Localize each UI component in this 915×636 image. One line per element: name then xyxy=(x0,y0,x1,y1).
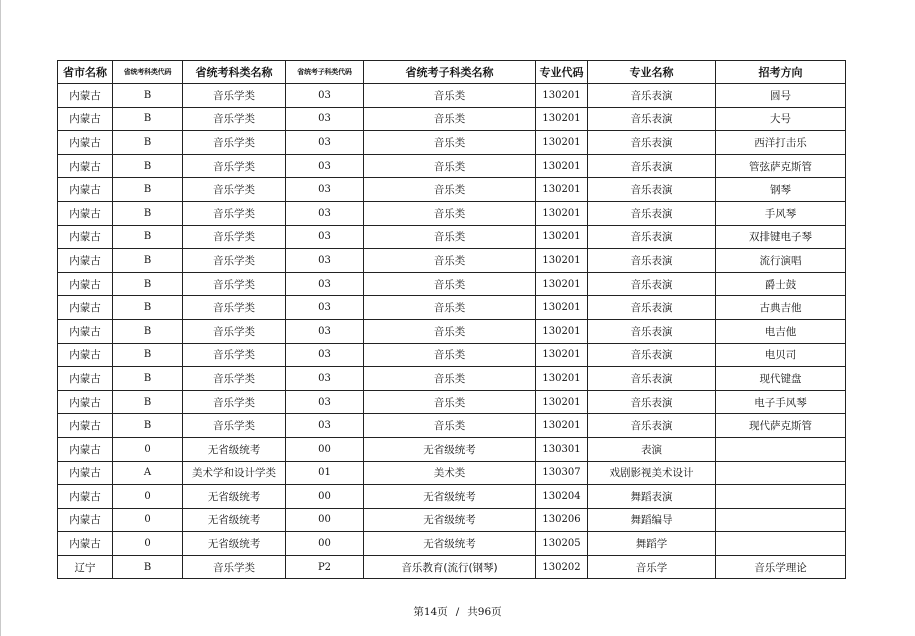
cell-direction: 大号 xyxy=(716,107,846,131)
cell-major-name: 音乐表演 xyxy=(588,272,716,296)
cell-category-code: B xyxy=(113,414,183,438)
page-number: 第14页 xyxy=(413,606,448,618)
page-footer xyxy=(0,604,915,619)
cell-province: 内蒙古 xyxy=(58,390,113,414)
cell-category-name: 音乐学类 xyxy=(183,154,286,178)
cell-category-name: 音乐学类 xyxy=(183,272,286,296)
cell-province: 内蒙古 xyxy=(58,201,113,225)
cell-major-code: 130307 xyxy=(536,461,588,485)
cell-major-code: 130201 xyxy=(536,367,588,391)
cell-category-code: B xyxy=(113,390,183,414)
cell-direction xyxy=(716,437,846,461)
table-row xyxy=(58,437,846,461)
cell-province: 内蒙古 xyxy=(58,343,113,367)
cell-major-name: 音乐表演 xyxy=(588,201,716,225)
header-direction: 招考方向 xyxy=(716,61,846,84)
table-body xyxy=(58,84,846,579)
cell-major-code: 130206 xyxy=(536,508,588,532)
page-edge-line xyxy=(0,0,1,636)
cell-subcategory-name: 音乐类 xyxy=(364,178,536,202)
cell-category-name: 音乐学类 xyxy=(183,343,286,367)
cell-subcategory-code: 00 xyxy=(286,532,364,556)
cell-major-name: 音乐表演 xyxy=(588,107,716,131)
cell-direction: 钢琴 xyxy=(716,178,846,202)
cell-category-name: 音乐学类 xyxy=(183,84,286,108)
cell-subcategory-code: 00 xyxy=(286,437,364,461)
cell-category-name: 无省级统考 xyxy=(183,508,286,532)
cell-province: 辽宁 xyxy=(58,555,113,579)
cell-subcategory-code: 03 xyxy=(286,296,364,320)
table-row xyxy=(58,555,846,579)
cell-province: 内蒙古 xyxy=(58,367,113,391)
cell-major-code: 130201 xyxy=(536,249,588,273)
cell-direction: 电贝司 xyxy=(716,343,846,367)
cell-direction: 西洋打击乐 xyxy=(716,131,846,155)
cell-major-name: 音乐表演 xyxy=(588,296,716,320)
cell-category-name: 音乐学类 xyxy=(183,296,286,320)
cell-subcategory-code: 03 xyxy=(286,272,364,296)
cell-major-name: 音乐表演 xyxy=(588,414,716,438)
cell-subcategory-name: 音乐类 xyxy=(364,414,536,438)
cell-category-code: B xyxy=(113,249,183,273)
cell-category-name: 无省级统考 xyxy=(183,485,286,509)
cell-category-code: A xyxy=(113,461,183,485)
cell-category-name: 音乐学类 xyxy=(183,319,286,343)
cell-subcategory-code: 03 xyxy=(286,178,364,202)
cell-direction xyxy=(716,485,846,509)
cell-major-name: 音乐表演 xyxy=(588,367,716,391)
cell-direction: 电子手风琴 xyxy=(716,390,846,414)
table-row xyxy=(58,461,846,485)
cell-subcategory-name: 美术类 xyxy=(364,461,536,485)
cell-province: 内蒙古 xyxy=(58,131,113,155)
cell-province: 内蒙古 xyxy=(58,84,113,108)
cell-category-code: 0 xyxy=(113,485,183,509)
cell-province: 内蒙古 xyxy=(58,296,113,320)
cell-major-name: 音乐表演 xyxy=(588,178,716,202)
cell-category-name: 音乐学类 xyxy=(183,390,286,414)
cell-direction: 古典吉他 xyxy=(716,296,846,320)
cell-direction: 圆号 xyxy=(716,84,846,108)
cell-category-code: 0 xyxy=(113,508,183,532)
cell-category-name: 音乐学类 xyxy=(183,225,286,249)
cell-direction: 手风琴 xyxy=(716,201,846,225)
cell-category-code: B xyxy=(113,201,183,225)
cell-subcategory-code: 03 xyxy=(286,225,364,249)
cell-subcategory-name: 音乐类 xyxy=(364,296,536,320)
cell-category-name: 无省级统考 xyxy=(183,437,286,461)
cell-category-code: B xyxy=(113,367,183,391)
cell-major-code: 130201 xyxy=(536,390,588,414)
cell-subcategory-name: 音乐类 xyxy=(364,249,536,273)
table-row xyxy=(58,107,846,131)
cell-category-name: 无省级统考 xyxy=(183,532,286,556)
cell-province: 内蒙古 xyxy=(58,107,113,131)
cell-subcategory-name: 无省级统考 xyxy=(364,532,536,556)
cell-subcategory-name: 音乐类 xyxy=(364,272,536,296)
cell-major-name: 音乐学 xyxy=(588,555,716,579)
cell-major-code: 130201 xyxy=(536,154,588,178)
cell-category-name: 音乐学类 xyxy=(183,249,286,273)
cell-category-code: B xyxy=(113,272,183,296)
table-row xyxy=(58,390,846,414)
table-row xyxy=(58,343,846,367)
cell-major-code: 130205 xyxy=(536,532,588,556)
table-row xyxy=(58,225,846,249)
cell-major-name: 舞蹈学 xyxy=(588,532,716,556)
cell-province: 内蒙古 xyxy=(58,485,113,509)
cell-subcategory-code: 03 xyxy=(286,414,364,438)
cell-province: 内蒙古 xyxy=(58,461,113,485)
cell-direction xyxy=(716,508,846,532)
cell-major-name: 音乐表演 xyxy=(588,343,716,367)
cell-category-name: 音乐学类 xyxy=(183,201,286,225)
table-row xyxy=(58,201,846,225)
cell-category-code: B xyxy=(113,555,183,579)
cell-major-name: 音乐表演 xyxy=(588,131,716,155)
cell-category-name: 美术学和设计学类 xyxy=(183,461,286,485)
cell-category-code: B xyxy=(113,319,183,343)
cell-category-code: 0 xyxy=(113,532,183,556)
cell-subcategory-name: 音乐类 xyxy=(364,225,536,249)
cell-province: 内蒙古 xyxy=(58,154,113,178)
cell-major-name: 音乐表演 xyxy=(588,154,716,178)
table-header-row xyxy=(58,61,846,84)
table-row xyxy=(58,296,846,320)
cell-subcategory-code: 03 xyxy=(286,249,364,273)
cell-subcategory-code: 00 xyxy=(286,508,364,532)
cell-category-name: 音乐学类 xyxy=(183,555,286,579)
cell-province: 内蒙古 xyxy=(58,178,113,202)
cell-subcategory-name: 无省级统考 xyxy=(364,437,536,461)
cell-subcategory-name: 音乐教育(流行(钢琴) xyxy=(364,555,536,579)
cell-subcategory-name: 无省级统考 xyxy=(364,508,536,532)
cell-direction xyxy=(716,461,846,485)
cell-subcategory-code: 01 xyxy=(286,461,364,485)
cell-subcategory-name: 音乐类 xyxy=(364,390,536,414)
cell-subcategory-name: 音乐类 xyxy=(364,367,536,391)
cell-category-name: 音乐学类 xyxy=(183,367,286,391)
header-major-name: 专业名称 xyxy=(588,61,716,84)
cell-subcategory-code: 00 xyxy=(286,485,364,509)
cell-subcategory-code: P2 xyxy=(286,555,364,579)
cell-category-code: B xyxy=(113,178,183,202)
table-row xyxy=(58,178,846,202)
table-row xyxy=(58,249,846,273)
table-row xyxy=(58,131,846,155)
cell-major-code: 130201 xyxy=(536,131,588,155)
cell-subcategory-name: 音乐类 xyxy=(364,131,536,155)
header-category-name: 省统考科类名称 xyxy=(183,61,286,84)
cell-direction: 爵士鼓 xyxy=(716,272,846,296)
page-separator: / xyxy=(455,606,460,618)
cell-major-name: 舞蹈编导 xyxy=(588,508,716,532)
cell-category-code: B xyxy=(113,107,183,131)
cell-major-name: 表演 xyxy=(588,437,716,461)
cell-category-name: 音乐学类 xyxy=(183,131,286,155)
cell-major-name: 音乐表演 xyxy=(588,319,716,343)
page-total: 共96页 xyxy=(467,606,502,618)
table-row xyxy=(58,367,846,391)
cell-province: 内蒙古 xyxy=(58,532,113,556)
cell-major-code: 130201 xyxy=(536,201,588,225)
cell-province: 内蒙古 xyxy=(58,437,113,461)
cell-major-code: 130201 xyxy=(536,343,588,367)
cell-major-code: 130201 xyxy=(536,272,588,296)
cell-major-code: 130201 xyxy=(536,296,588,320)
cell-category-code: 0 xyxy=(113,437,183,461)
cell-subcategory-code: 03 xyxy=(286,367,364,391)
cell-major-name: 音乐表演 xyxy=(588,84,716,108)
table-row xyxy=(58,532,846,556)
cell-subcategory-name: 音乐类 xyxy=(364,343,536,367)
cell-major-code: 130201 xyxy=(536,178,588,202)
cell-category-code: B xyxy=(113,154,183,178)
cell-subcategory-code: 03 xyxy=(286,201,364,225)
cell-province: 内蒙古 xyxy=(58,249,113,273)
cell-category-name: 音乐学类 xyxy=(183,414,286,438)
admissions-table xyxy=(57,60,846,579)
cell-major-name: 音乐表演 xyxy=(588,390,716,414)
cell-subcategory-code: 03 xyxy=(286,390,364,414)
cell-major-code: 130202 xyxy=(536,555,588,579)
cell-direction: 管弦萨克斯管 xyxy=(716,154,846,178)
cell-major-code: 130201 xyxy=(536,414,588,438)
cell-major-name: 音乐表演 xyxy=(588,249,716,273)
table-row xyxy=(58,154,846,178)
cell-subcategory-code: 03 xyxy=(286,319,364,343)
table-row xyxy=(58,508,846,532)
cell-direction: 流行演唱 xyxy=(716,249,846,273)
cell-subcategory-code: 03 xyxy=(286,343,364,367)
cell-province: 内蒙古 xyxy=(58,272,113,296)
cell-direction xyxy=(716,532,846,556)
table-row xyxy=(58,84,846,108)
header-category-code: 省统考科类代码 xyxy=(113,61,183,84)
table-row xyxy=(58,414,846,438)
cell-subcategory-code: 03 xyxy=(286,131,364,155)
table-row xyxy=(58,319,846,343)
cell-province: 内蒙古 xyxy=(58,225,113,249)
cell-major-code: 130201 xyxy=(536,107,588,131)
cell-province: 内蒙古 xyxy=(58,319,113,343)
cell-major-code: 130201 xyxy=(536,84,588,108)
cell-subcategory-name: 无省级统考 xyxy=(364,485,536,509)
cell-direction: 双排键电子琴 xyxy=(716,225,846,249)
cell-direction: 现代萨克斯管 xyxy=(716,414,846,438)
cell-category-code: B xyxy=(113,296,183,320)
header-subcategory-code: 省统考子科类代码 xyxy=(286,61,364,84)
cell-subcategory-code: 03 xyxy=(286,84,364,108)
cell-direction: 音乐学理论 xyxy=(716,555,846,579)
cell-major-code: 130204 xyxy=(536,485,588,509)
table-row xyxy=(58,272,846,296)
cell-major-name: 音乐表演 xyxy=(588,225,716,249)
cell-major-code: 130201 xyxy=(536,225,588,249)
cell-province: 内蒙古 xyxy=(58,508,113,532)
cell-category-code: B xyxy=(113,131,183,155)
cell-subcategory-name: 音乐类 xyxy=(364,201,536,225)
table-row xyxy=(58,485,846,509)
cell-category-code: B xyxy=(113,84,183,108)
header-province: 省市名称 xyxy=(58,61,113,84)
cell-category-code: B xyxy=(113,343,183,367)
cell-category-name: 音乐学类 xyxy=(183,107,286,131)
cell-subcategory-name: 音乐类 xyxy=(364,154,536,178)
cell-category-name: 音乐学类 xyxy=(183,178,286,202)
cell-direction: 现代键盘 xyxy=(716,367,846,391)
cell-category-code: B xyxy=(113,225,183,249)
cell-subcategory-name: 音乐类 xyxy=(364,319,536,343)
cell-major-name: 戏剧影视美术设计 xyxy=(588,461,716,485)
cell-major-name: 舞蹈表演 xyxy=(588,485,716,509)
header-subcategory-name: 省统考子科类名称 xyxy=(364,61,536,84)
cell-subcategory-name: 音乐类 xyxy=(364,84,536,108)
cell-province: 内蒙古 xyxy=(58,414,113,438)
cell-subcategory-name: 音乐类 xyxy=(364,107,536,131)
cell-direction: 电吉他 xyxy=(716,319,846,343)
cell-subcategory-code: 03 xyxy=(286,154,364,178)
cell-subcategory-code: 03 xyxy=(286,107,364,131)
cell-major-code: 130301 xyxy=(536,437,588,461)
cell-major-code: 130201 xyxy=(536,319,588,343)
header-major-code: 专业代码 xyxy=(536,61,588,84)
